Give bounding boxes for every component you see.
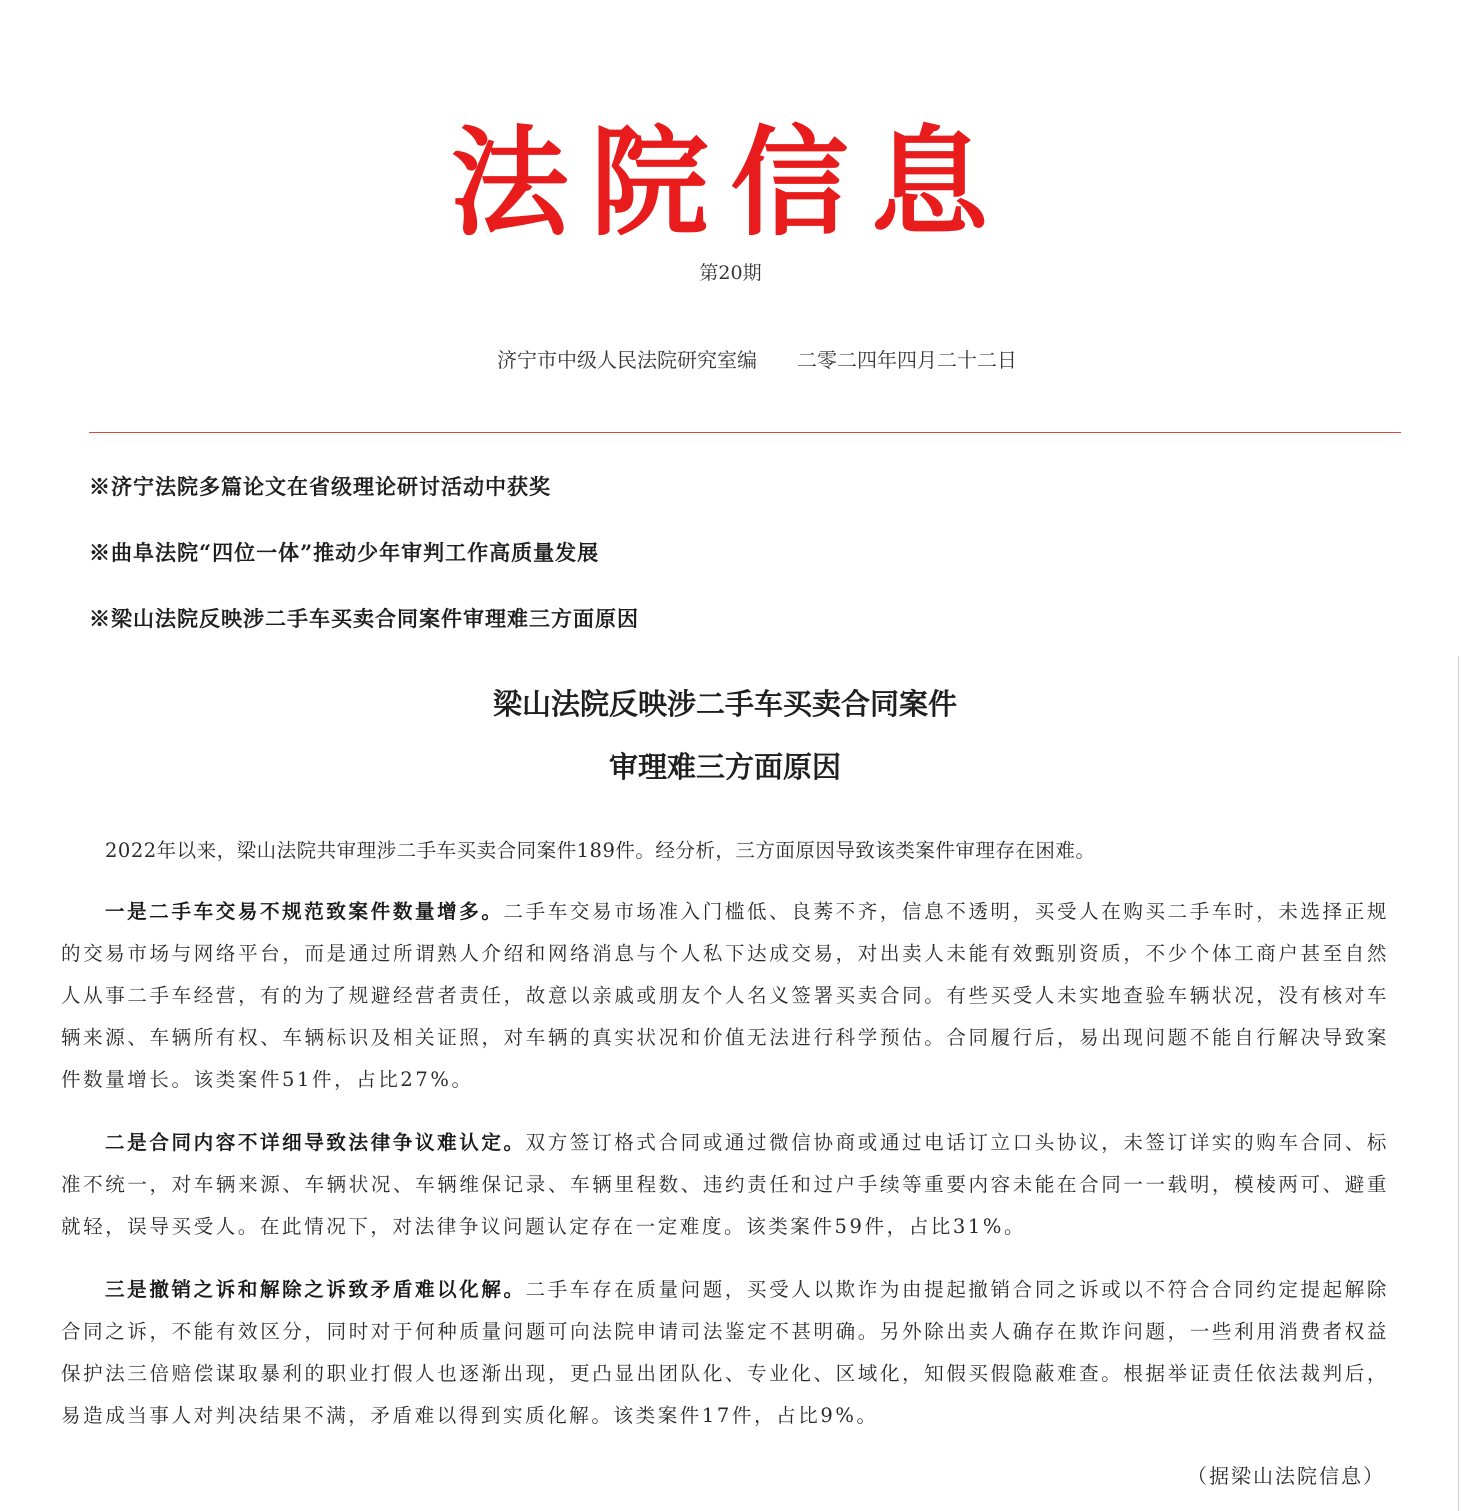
intro-text: 2022年以来，梁山法院共审理涉二手车买卖合同案件189件。经分析，三方面原因导致该类案件审理存在困难。 bbox=[105, 839, 1096, 862]
editor-line bbox=[497, 344, 1017, 373]
paragraph-lead: 一是二手车交易不规范致案件数量增多。 bbox=[105, 900, 504, 923]
masthead-title: 法院信息 bbox=[450, 113, 1011, 252]
article-paragraph bbox=[61, 1269, 1389, 1437]
header-divider bbox=[89, 432, 1401, 433]
article-source: （据梁山法院信息） bbox=[1187, 1464, 1385, 1488]
page-edge-line bbox=[1458, 656, 1459, 1511]
toc-item: ※曲阜法院“四位一体”推动少年审判工作高质量发展 bbox=[89, 540, 600, 565]
paragraph-text: 二手车交易市场准入门槛低、良莠不齐，信息不透明，买受人在购买二手车时，未选择正规的交易市场与网络平台，而是通过所谓熟人介绍和网络消息与个人私下达成交易，对出卖人未能有效甄别资质，不少个体工商户甚至自然人从事二手车经营，有的为了规避经营者责任，故意以亲戚或朋友个人名义签署买卖合同。有些买受人未实地查验车辆状况，没有核对车辆来源、车辆所有权、车辆标识及相关证照，对车辆的真实状况和价值无法进行科学预估。合同履行后，易出现问题不能自行解决导致案件数量增长。该类案件51件，占比27%。 bbox=[61, 900, 1389, 1091]
article-paragraph bbox=[61, 1122, 1389, 1248]
toc-item: ※梁山法院反映涉二手车买卖合同案件审理难三方面原因 bbox=[89, 606, 639, 631]
editor-name: 济宁市中级人民法院研究室编 bbox=[497, 348, 757, 372]
article-intro bbox=[61, 830, 1389, 872]
toc-item: ※济宁法院多篇论文在省级理论研讨活动中获奖 bbox=[89, 474, 551, 499]
article-paragraph bbox=[61, 891, 1389, 1101]
table-of-contents bbox=[89, 470, 1089, 668]
article-title-line2: 审理难三方面原因 bbox=[608, 750, 841, 784]
publish-date: 二零二四年四月二十二日 bbox=[797, 348, 1017, 372]
paragraph-text: 二手车存在质量问题，买受人以欺诈为由提起撤销合同之诉或以不符合合同约定提起解除合同之诉，不能有效区分，同时对于何种质量问题可向法院申请司法鉴定不甚明确。另外除出卖人确存在欺诈问题，一些利用消费者权益保护法三倍赔偿谋取暴利的职业打假人也逐渐出现，更凸显出团队化、专业化、区域化，知假买假隐蔽难查。根据举证责任依法裁判后，易造成当事人对判决结果不满，矛盾难以得到实质化解。该类案件17件，占比9%。 bbox=[61, 1278, 1389, 1427]
paragraph-text: 双方签订格式合同或通过微信协商或通过电话订立口头协议，未签订详实的购车合同、标准不统一，对车辆来源、车辆状况、车辆维保记录、车辆里程数、违约责任和过户手续等重要内容未能在合同一一载明，模棱两可、避重就轻，误导买受人。在此情况下，对法律争议问题认定存在一定难度。该类案件59件，占比31%。 bbox=[61, 1131, 1389, 1238]
article-title-line1: 梁山法院反映涉二手车买卖合同案件 bbox=[492, 687, 957, 721]
paragraph-lead: 二是合同内容不详细导致法律争议难认定。 bbox=[105, 1131, 526, 1154]
paragraph-lead: 三是撤销之诉和解除之诉致矛盾难以化解。 bbox=[105, 1278, 526, 1301]
issue-number: 第20期 bbox=[699, 262, 762, 284]
